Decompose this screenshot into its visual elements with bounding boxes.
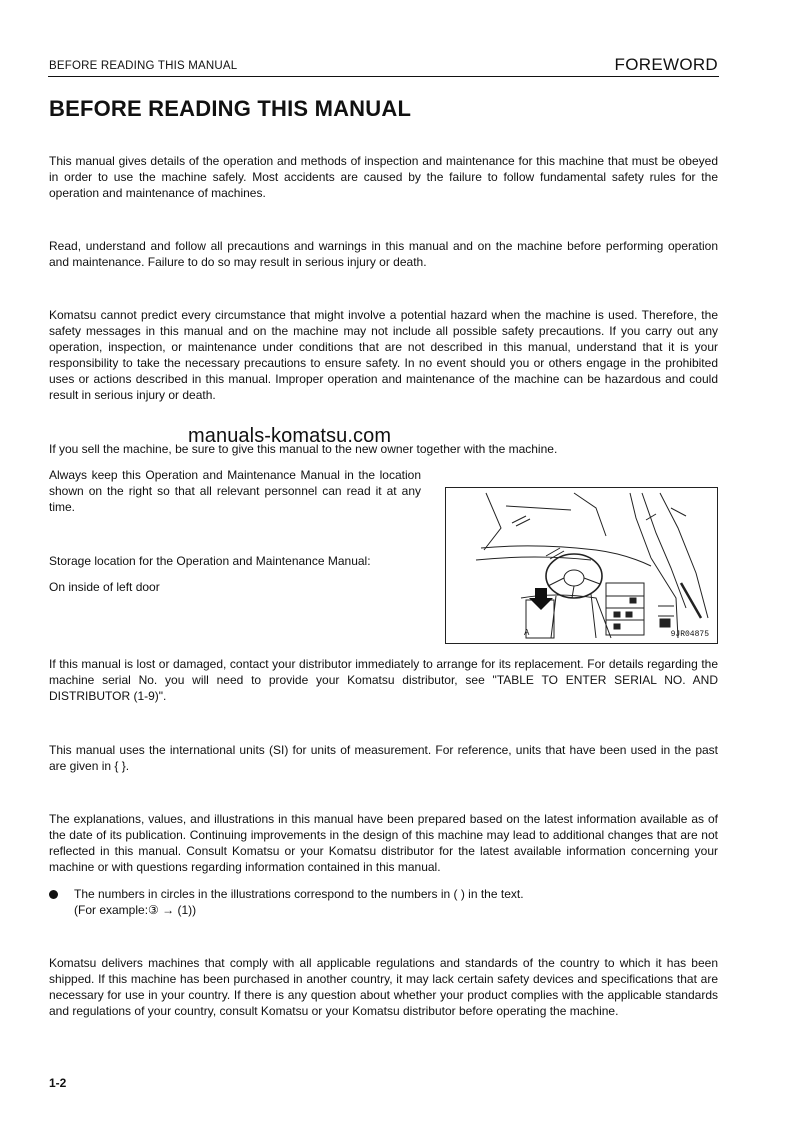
cab-illustration <box>445 487 718 644</box>
watermark-text: manuals-komatsu.com <box>188 425 392 447</box>
paragraph-compliance: Komatsu delivers machines that comply with all applicable regulations and standards of the country to which it has been shipped. If this machine has been purchased in another country, it may lack certain safety devices and specifications that are necessary for use in your country. If there is any question about whether your product complies with the applicable standards and regulations of your country, consult Komatsu or your Komatsu distributor before operating the machine. <box>49 956 718 1019</box>
storage-location-arrow <box>529 588 553 610</box>
cab-interior-drawing <box>446 488 717 643</box>
page-number: 1-2 <box>49 1076 67 1090</box>
header-chapter-label: FOREWORD <box>614 55 718 74</box>
bullet-dot-icon <box>49 890 58 899</box>
paragraph-explanations: The explanations, values, and illustrations in this manual have been prepared based on the latest information available as of the date of its publication. Continuing improvements in the design of this machine may lead to additional changes that are not reflected in this manual. Consult Komatsu or your Komatsu distributor for the latest available information concerning your machine or with questions regarding information contained in this manual. <box>49 812 718 875</box>
paragraph-sell-machine: If you sell the machine, be sure to give this manual to the new owner together with the machine. <box>49 442 558 456</box>
bullet-text: The numbers in circles in the illustrations correspond to the numbers in ( ) in the text. <box>74 887 524 901</box>
header-section-label: BEFORE READING THIS MANUAL <box>49 60 238 72</box>
header-divider <box>48 76 719 77</box>
paragraph-lost-manual: If this manual is lost or damaged, contact your distributor immediately to arrange for its replacement. For details regarding the machine serial No. you will need to provide your Komatsu distributor, see "TABLE TO ENTER SERIAL NO. AND DISTRIBUTOR (1-9)". <box>49 657 718 704</box>
page-title: BEFORE READING THIS MANUAL <box>49 96 412 121</box>
paragraph-intro: This manual gives details of the operation and methods of inspection and maintenance for this machine that must be obeyed in order to use the machine safely. Most accidents are caused by the failure to follow fundamental safety rules for the operation and maintenance of machines. <box>49 154 718 201</box>
bullet-example: (For example:③ → (1)) <box>74 903 197 917</box>
paragraph-keep-manual: Always keep this Operation and Maintenance Manual in the location shown on the right so that all relevant personnel can read it at any time. <box>49 468 421 515</box>
figure-code: 9JR04875 <box>670 630 709 639</box>
storage-location-label: Storage location for the Operation and Maintenance Manual: <box>49 554 371 568</box>
paragraph-units: This manual uses the international units (SI) for units of measurement. For reference, units that have been used in the past are given in { }. <box>49 743 718 774</box>
storage-location-value: On inside of left door <box>49 580 160 594</box>
paragraph-hazards: Komatsu cannot predict every circumstance that might involve a potential hazard when the machine is used. Therefore, the safety messages in this manual and on the machine may not include all possible safety precautions. If you carry out any operation, inspection, or maintenance under conditions that are not described in this manual, understand that it is your responsibility to take the necessary precautions to ensure safety. In no event should you or others engage in the prohibited uses or actions described in this manual. Improper operation and maintenance of the machine can be hazardous and could result in serious injury or death. <box>49 308 718 403</box>
figure-marker: A <box>524 628 530 637</box>
paragraph-precautions: Read, understand and follow all precautions and warnings in this manual and on the machine before performing operation and maintenance. Failure to do so may result in serious injury or death. <box>49 239 718 270</box>
